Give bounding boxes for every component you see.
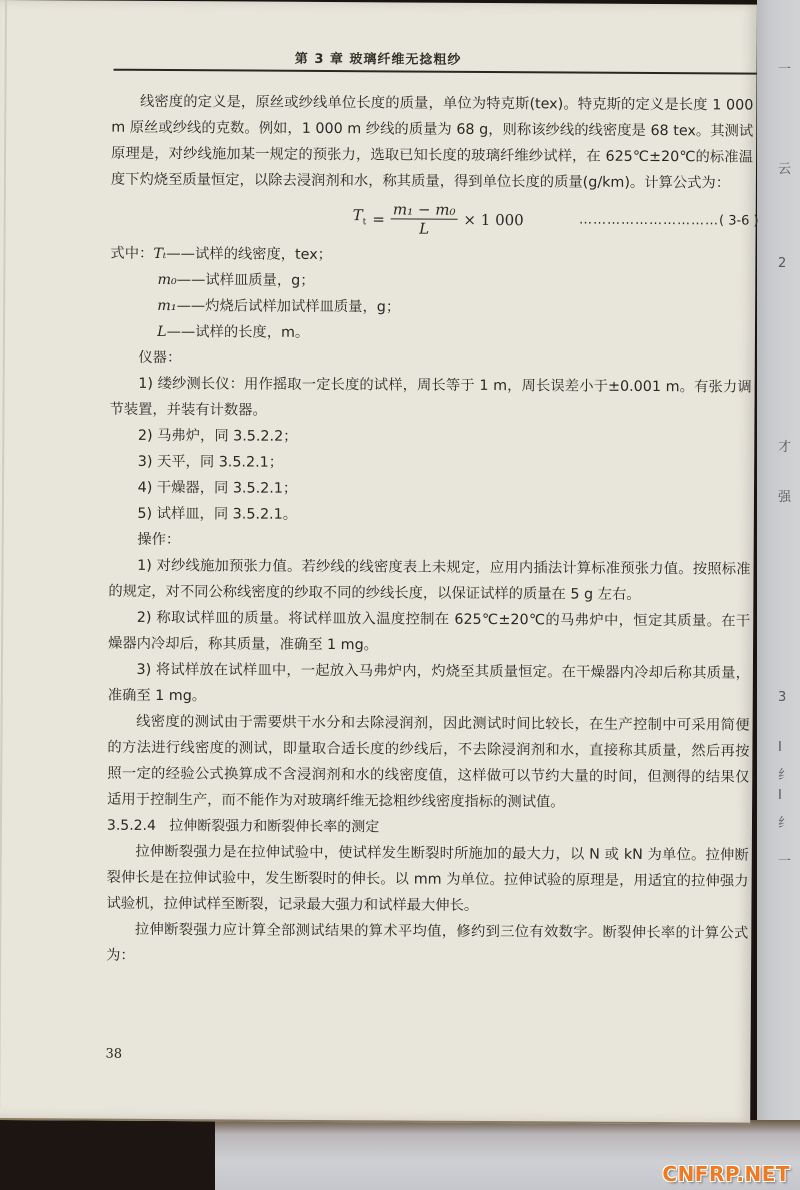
- section-paragraph: 拉伸断裂强力应计算全部测试结果的算术平均值，修约到三位有效数字。断裂伸长率的计算公式为：: [106, 921, 749, 964]
- facing-fragment: I: [778, 788, 782, 803]
- apparatus-item: 1) 缕纱测长仪：用作摇取一定长度的试样，周长等于 1 m，周长误差小于±0.001 m。有张力调节装置，并装有计数器。: [109, 375, 752, 419]
- scan-backdrop-dark: [0, 1115, 215, 1190]
- facing-fragment: 纟: [778, 816, 792, 831]
- section-heading: [107, 813, 749, 843]
- formula-multiplier: × 1 000: [463, 210, 524, 229]
- header-rule: [114, 69, 757, 75]
- apparatus-item: 3) 天平，同 3.5.2.1；: [137, 453, 284, 471]
- page-edge-line: [0, 0, 7, 1110]
- legend-item: L——试样的长度，m。: [157, 323, 310, 341]
- facing-fragment: 才: [778, 440, 792, 455]
- section-title: 拉伸断裂强力和断裂伸长率的测定: [169, 818, 380, 836]
- leader-dots: …………………………: [578, 212, 720, 229]
- legend-item: 式中：Tₜ——试样的线密度，tex；: [110, 245, 333, 264]
- section-number: 3.5.2.4: [106, 817, 156, 834]
- section-paragraph: 拉伸断裂强力是在拉伸试验中，使试样发生断裂时所施加的最大力，以 N 或 kN 为单位。拉伸断裂伸长是在拉伸试验中，发生断裂时的伸长。以 mm 为单位。拉伸试验的原理是，用适宜的拉伸强力试验机，拉伸试样至断裂，记录最大强力和试样最大伸长。: [106, 843, 749, 914]
- formula-fraction: [391, 200, 458, 237]
- body-text: [106, 89, 759, 973]
- formula-expression: [353, 200, 524, 238]
- legend-item: m₀——试样皿质量，g；: [157, 271, 315, 289]
- apparatus-item: 4) 干燥器，同 3.5.2.1；: [137, 479, 298, 497]
- facing-fragment: 2: [778, 256, 787, 271]
- running-header: 第 3 章 玻璃纤维无捻粗纱: [294, 51, 462, 68]
- procedure-step: 2) 称取试样皿的质量。将试样皿放入温度控制在 625℃±20℃的马弗炉中，恒定其质量。在干燥器内冷却后，称其质量，准确至 1 mg。: [108, 609, 751, 654]
- facing-fragment: 一: [778, 62, 792, 77]
- facing-fragment: 强: [778, 490, 792, 505]
- formula-equals: =: [372, 209, 385, 228]
- formula-denominator: L: [419, 219, 430, 238]
- facing-fragment: 一: [778, 854, 792, 869]
- facing-fragment: 云: [778, 162, 792, 177]
- procedure-step: 1) 对纱线施加预张力值。若纱线的线密度表上未规定，应用内插法计算标准预张力值。按照标准的规定，对不同公称线密度的纱取不同的纱线长度，以保证试样的质量在 5 g 左右。: [108, 557, 751, 603]
- site-watermark: CNFRP.NET: [662, 1162, 790, 1186]
- equation-label: ( 3-6 ): [718, 213, 759, 229]
- facing-page-text-fragments: [778, 0, 800, 1120]
- apparatus-heading: 仪器：: [138, 349, 182, 367]
- formula-numerator: m₁ − m₀: [391, 200, 458, 219]
- page-number: 38: [105, 1046, 123, 1062]
- procedure-step: 3) 将试样放在试样皿中，一起放入马弗炉内，灼烧至其质量恒定。在干燥器内冷却后称其质量，准确至 1 mg。: [107, 661, 750, 705]
- note-paragraph: 线密度的测试由于需要烘干水分和去除浸润剂，因此测试时间比较长，在生产控制中可采用简便的方法进行线密度的测试，即量取合适长度的纱线后，不去除浸润剂和水，直接称其质量，然后再按照一定的经验公式换算成不含浸润剂和水的线密度值，这样做可以节约大量的时间，但测得的结果仅适用于控制生产，而不能作为对玻璃纤维无捻粗纱线密度指标的测试值。: [107, 713, 750, 811]
- apparatus-item: 5) 试样皿，同 3.5.2.1。: [137, 505, 298, 523]
- formula-3-6: [111, 195, 759, 243]
- facing-fragment: 纟: [778, 768, 792, 783]
- procedure-heading: 操作：: [137, 531, 181, 549]
- intro-paragraph: 线密度的定义是，原丝或纱线单位长度的质量，单位为特克斯(tex)。特克斯的定义是长度 1 000 m 原丝或纱线的克数。例如，1 000 m 纱线的质量为 68 g，则称该纱线的线密度是 68 tex。其测试原理是，对纱线施加某一规定的预张力，选取已知长度的玻璃纤维纱试样，在 625℃±20℃的标准温度下灼烧至质量恒定，以除去浸润剂和水，称其质量，得到单位长度的质量(g/km)。计算公式为：: [110, 93, 754, 192]
- facing-fragment: 3: [778, 690, 787, 705]
- equation-number: [579, 208, 759, 235]
- apparatus-item: 2) 马弗炉，同 3.5.2.2；: [137, 427, 298, 445]
- facing-fragment: I: [778, 740, 782, 755]
- formula-lhs: $T_t$: [352, 206, 367, 228]
- legend-item: m₁——灼烧后试样加试样皿质量，g；: [157, 297, 401, 316]
